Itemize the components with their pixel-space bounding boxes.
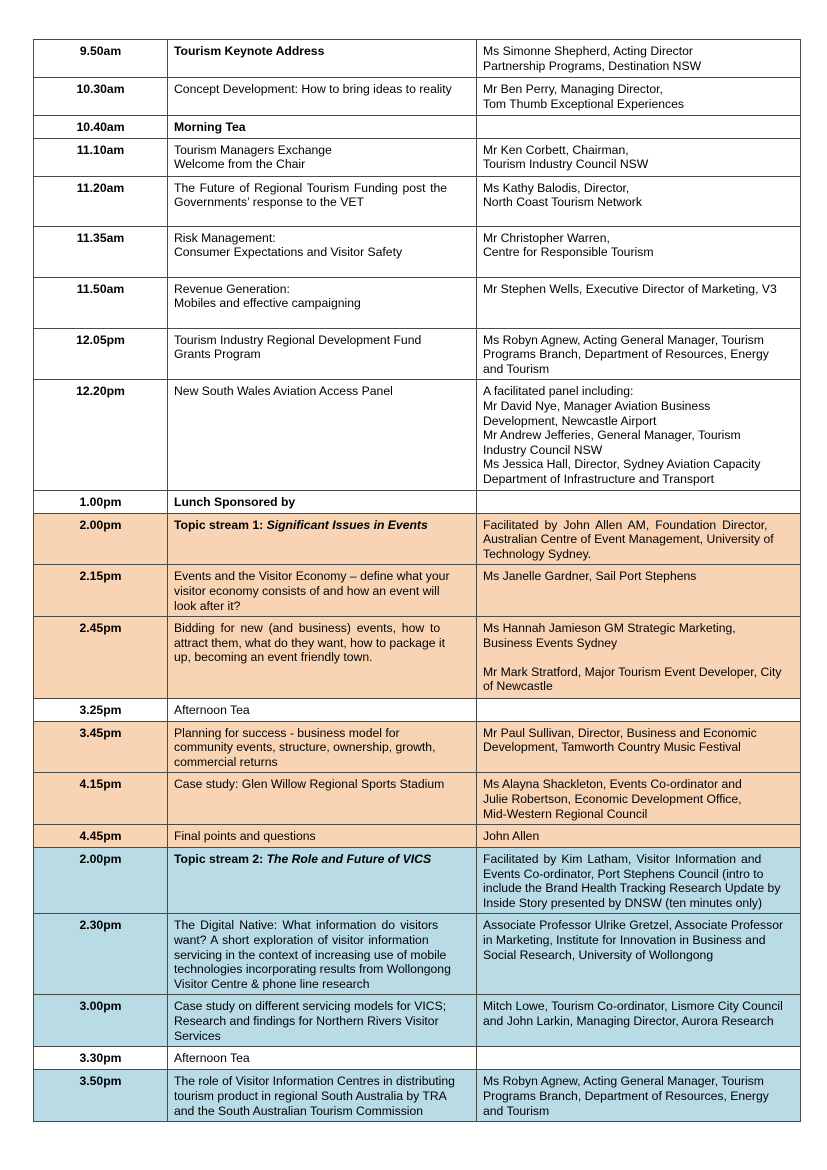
row-time: 2.45pm [34,617,168,699]
row-time: 2.00pm [34,513,168,565]
agenda-row [34,848,801,914]
row-speaker: Facilitated by John Allen AM, Foundation Director, Australian Centre of Event Management, University of Technology Sydney. [477,513,801,565]
agenda-row [34,328,801,380]
row-speaker [477,699,801,722]
row-session: Case study: Glen Willow Regional Sports Stadium [168,773,477,825]
agenda-row [34,699,801,722]
agenda-row [34,40,801,78]
row-speaker: John Allen [477,825,801,848]
row-time: 11.35am [34,226,168,277]
row-time: 10.40am [34,116,168,139]
agenda-table [33,39,801,1122]
row-session: New South Wales Aviation Access Panel [168,380,477,490]
row-session: Tourism Managers Exchange Welcome from the Chair [168,138,477,176]
row-session: Planning for success - business model for community events, structure, ownership, growth, commercial returns [168,721,477,773]
row-session: Tourism Industry Regional Development Fund Grants Program [168,328,477,380]
row-time: 1.00pm [34,490,168,513]
agenda-row [34,995,801,1047]
row-time: 3.25pm [34,699,168,722]
row-speaker [477,116,801,139]
row-session: Events and the Visitor Economy – define what your visitor economy consists of and how an event will look after it? [168,565,477,617]
row-speaker: Mr Stephen Wells, Executive Director of Marketing, V3 [477,277,801,328]
row-time: 11.50am [34,277,168,328]
row-speaker: A facilitated panel including: Mr David Nye, Manager Aviation Business Development, Newcastle Airport Mr Andrew Jefferies, General Manager, Tourism Industry Council NSW Ms Jessica Hall, Director, Sydney Aviation Capacity Department of Infrastructure and Transport [477,380,801,490]
row-time: 11.20am [34,176,168,226]
row-speaker: Ms Hannah Jamieson GM Strategic Marketing, Business Events Sydney Mr Mark Stratford, Major Tourism Event Developer, City of Newcastle [477,617,801,699]
agenda-row [34,176,801,226]
row-speaker: Mr Christopher Warren, Centre for Responsible Tourism [477,226,801,277]
row-time: 10.30am [34,78,168,116]
row-session: Afternoon Tea [168,699,477,722]
row-speaker: Ms Kathy Balodis, Director, North Coast Tourism Network [477,176,801,226]
row-time: 3.50pm [34,1070,168,1122]
row-time: 2.15pm [34,565,168,617]
row-speaker [477,490,801,513]
agenda-row [34,513,801,565]
agenda-row [34,116,801,139]
row-session: Topic stream 1: Significant Issues in Events [168,513,477,565]
row-session: The Future of Regional Tourism Funding post the Governments’ response to the VET [168,176,477,226]
row-speaker: Associate Professor Ulrike Gretzel, Associate Professor in Marketing, Institute for Innovation in Business and Social Research, University of Wollongong [477,914,801,995]
row-time: 4.15pm [34,773,168,825]
row-time: 2.00pm [34,848,168,914]
agenda-row [34,773,801,825]
row-speaker: Ms Alayna Shackleton, Events Co-ordinator and Julie Robertson, Economic Development Office, Mid-Western Regional Council [477,773,801,825]
row-speaker: Ms Janelle Gardner, Sail Port Stephens [477,565,801,617]
row-session: Lunch Sponsored by [168,490,477,513]
row-speaker: Mitch Lowe, Tourism Co-ordinator, Lismore City Council and John Larkin, Managing Director, Aurora Research [477,995,801,1047]
agenda-row [34,825,801,848]
row-time: 12.05pm [34,328,168,380]
row-speaker: Mr Paul Sullivan, Director, Business and Economic Development, Tamworth Country Music Festival [477,721,801,773]
row-time: 3.45pm [34,721,168,773]
agenda-row [34,1047,801,1070]
agenda-row [34,1070,801,1122]
agenda-row [34,380,801,490]
row-time: 9.50am [34,40,168,78]
row-speaker: Mr Ken Corbett, Chairman, Tourism Industry Council NSW [477,138,801,176]
agenda-row [34,914,801,995]
row-time: 3.30pm [34,1047,168,1070]
row-time: 2.30pm [34,914,168,995]
row-speaker: Ms Robyn Agnew, Acting General Manager, Tourism Programs Branch, Department of Resources, Energy and Tourism [477,328,801,380]
row-session: Concept Development: How to bring ideas to reality [168,78,477,116]
row-time: 3.00pm [34,995,168,1047]
row-time: 11.10am [34,138,168,176]
agenda-row [34,490,801,513]
row-session: Risk Management: Consumer Expectations and Visitor Safety [168,226,477,277]
agenda-row [34,565,801,617]
row-session: Revenue Generation: Mobiles and effective campaigning [168,277,477,328]
agenda-row [34,277,801,328]
row-session: Tourism Keynote Address [168,40,477,78]
row-speaker [477,1047,801,1070]
row-speaker: Mr Ben Perry, Managing Director, Tom Thumb Exceptional Experiences [477,78,801,116]
row-session: Morning Tea [168,116,477,139]
agenda-row [34,721,801,773]
row-time: 12.20pm [34,380,168,490]
row-speaker: Ms Simonne Shepherd, Acting Director Partnership Programs, Destination NSW [477,40,801,78]
row-speaker: Ms Robyn Agnew, Acting General Manager, Tourism Programs Branch, Department of Resources, Energy and Tourism [477,1070,801,1122]
row-speaker: Facilitated by Kim Latham, Visitor Information and Events Co-ordinator, Port Stephens Council (intro to include the Brand Health Tracking Research Update by Inside Story presented by DNSW (ten minutes only) [477,848,801,914]
row-time: 4.45pm [34,825,168,848]
agenda-row [34,138,801,176]
row-session: Bidding for new (and business) events, how to attract them, what do they want, how to package it up, becoming an event friendly town. [168,617,477,699]
row-session: The Digital Native: What information do visitors want? A short exploration of visitor information servicing in the context of increasing use of mobile technologies incorporating results from Wollongong Visitor Centre & phone line research [168,914,477,995]
row-session: Final points and questions [168,825,477,848]
row-session: Topic stream 2: The Role and Future of VICS [168,848,477,914]
agenda-row [34,617,801,699]
row-session: Afternoon Tea [168,1047,477,1070]
row-session: The role of Visitor Information Centres in distributing tourism product in regional South Australia by TRA and the South Australian Tourism Commission [168,1070,477,1122]
row-session: Case study on different servicing models for VICS; Research and findings for Northern Rivers Visitor Services [168,995,477,1047]
agenda-row [34,226,801,277]
agenda-row [34,78,801,116]
